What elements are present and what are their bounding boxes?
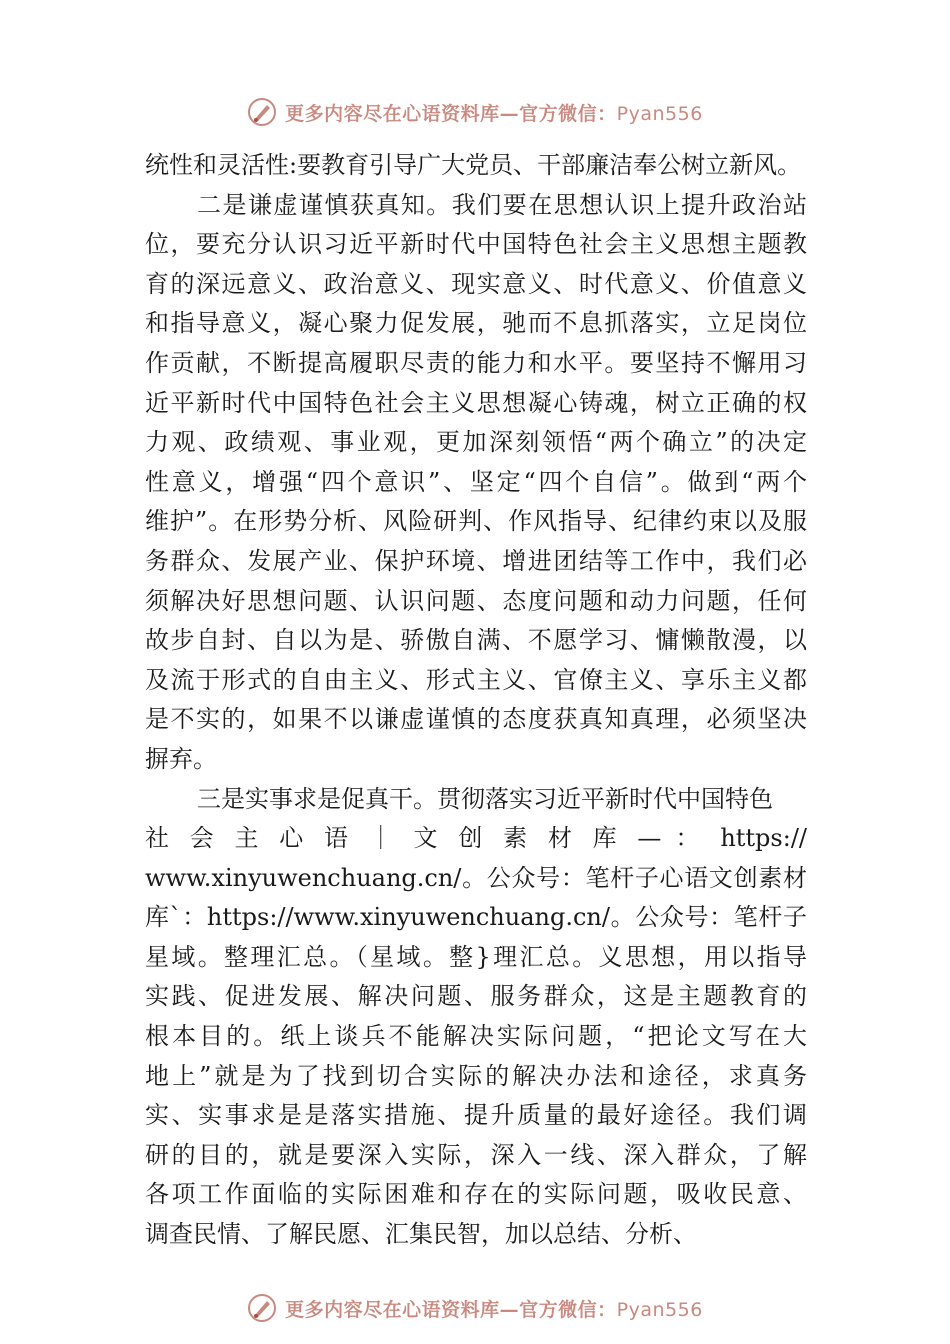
text-line: 三是实事求是促真干。贯彻落实习近平新时代中国特色	[197, 784, 773, 813]
pen-logo-icon	[247, 97, 277, 127]
text-line: 育的深远意义、政治意义、现实意义、时代意义、价值意义	[145, 269, 807, 298]
text-line: 调查民情、了解民愿、汇集民智，加以总结、分析、	[145, 1220, 697, 1249]
text-line: 各项工作面临的实际困难和存在的实际问题，吸收民意、	[145, 1180, 807, 1209]
text-line: 是不实的，如果不以谦虚谨慎的态度获真知真理，必须坚决	[145, 705, 807, 734]
header-watermark	[0, 92, 950, 132]
text-line: 库`：https://www.xinyuwenchuang.cn/。公众号：笔杆子	[145, 903, 807, 932]
text-line: 社 会 主 心 语 ｜ 文 创 素 材 库 — ： https://	[145, 824, 807, 853]
text-line: 及流于形式的自由主义、形式主义、官僚主义、享乐主义都	[145, 665, 807, 694]
text-line: 二是谦虚谨慎获真知。我们要在思想认识上提升政治站	[197, 190, 807, 219]
footer-watermark	[0, 1288, 950, 1328]
text-line: 地上”就是为了找到切合实际的解决办法和途径，求真务	[145, 1061, 807, 1090]
text-line: 近平新时代中国特色社会主义思想凝心铸魂，树立正确的权	[145, 388, 807, 417]
text-line: 根本目的。纸上谈兵不能解决实际问题，“把论文写在大	[145, 1022, 807, 1051]
text-line: 维护”。在形势分析、风险研判、作风指导、纪律约束以及服	[145, 507, 807, 536]
text-line: 和指导意义，凝心聚力促发展，驰而不息抓落实，立足岗位	[145, 309, 807, 338]
text-line: 摒弃。	[145, 744, 217, 773]
text-line: 作贡献，不断提高履职尽责的能力和水平。要坚持不懈用习	[145, 348, 807, 377]
text-line: 星域。整理汇总。（星域。整}理汇总。义思想，用以指导	[145, 942, 807, 971]
document-body	[145, 146, 807, 1255]
text-line: 须解决好思想问题、认识问题、态度问题和动力问题，任何	[145, 586, 807, 615]
pen-logo-icon	[247, 1293, 277, 1323]
text-line: 故步自封、自以为是、骄傲自满、不愿学习、慵懒散漫，以	[145, 626, 807, 655]
text-line: 实、实事求是是落实措施、提升质量的最好途径。我们调	[145, 1101, 807, 1130]
text-line: 实践、促进发展、解决问题、服务群众，这是主题教育的	[145, 982, 807, 1011]
text-line: 位，要充分认识习近平新时代中国特色社会主义思想主题教	[145, 230, 807, 259]
watermark-text: 更多内容尽在心语资料库—官方微信：Pyan556	[285, 102, 703, 125]
text-line: 统性和灵活性:要教育引导广大党员、干部廉洁奉公树立新风。	[145, 151, 802, 179]
text-line: 性意义，增强“四个意识”、坚定“四个自信”。做到“两个	[145, 467, 807, 496]
text-line: www.xinyuwenchuang.cn/。公众号：笔杆子心语文创素材	[145, 863, 807, 892]
text-line: 力观、政绩观、事业观，更加深刻领悟“两个确立”的决定	[145, 428, 807, 457]
text-line: 研的目的，就是要深入实际，深入一线、深入群众，了解	[145, 1140, 807, 1169]
text-line: 务群众、发展产业、保护环境、增进团结等工作中，我们必	[145, 546, 807, 575]
watermark-text: 更多内容尽在心语资料库—官方微信：Pyan556	[285, 1298, 703, 1321]
